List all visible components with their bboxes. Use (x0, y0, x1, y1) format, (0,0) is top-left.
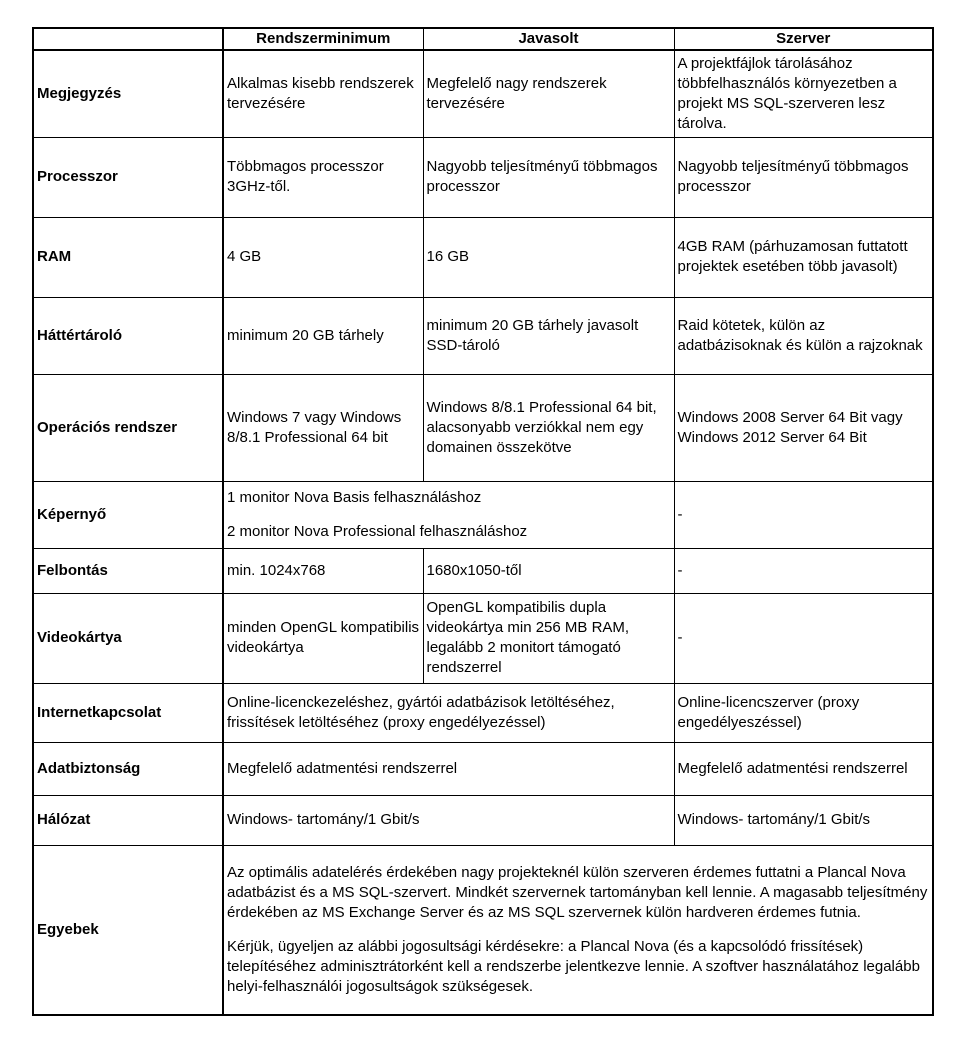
header-recommended: Javasolt (423, 28, 674, 50)
row-kepernyo (33, 481, 933, 548)
cell-recommended: 1680x1050-től (423, 548, 674, 593)
cell-minimum: Alkalmas kisebb rendszerek tervezésére (223, 50, 423, 137)
row-label: Megjegyzés (33, 50, 223, 137)
monitor-basis-line: 1 monitor Nova Basis felhasználáshoz (227, 488, 482, 506)
cell-recommended: Nagyobb teljesítményű többmagos processzor (423, 137, 674, 217)
cell-client-merged: Online-licenckezeléshez, gyártói adatbázisok letöltéséhez, frissítések letöltéséhez (proxy engedélyezéssel) (223, 683, 674, 742)
cell-server: Raid kötetek, külön az adatbázisoknak és külön a rajzoknak (674, 297, 933, 374)
header-server: Szerver (674, 28, 933, 50)
cell-recommended: OpenGL kompatibilis dupla videokártya min 256 MB RAM, legalább 2 monitort támogató rendszerrel (423, 593, 674, 683)
cell-minimum: Többmagos processzor 3GHz-től. (223, 137, 423, 217)
monitor-professional-line: 2 monitor Nova Professional felhasználáshoz (227, 522, 528, 540)
cell-recommended: Windows 8/8.1 Professional 64 bit, alacsonyabb verziókkal nem egy domainen összekötve (423, 374, 674, 481)
cell-client-merged: Windows- tartomány/1 Gbit/s (223, 795, 674, 845)
cell-server: Megfelelő adatmentési rendszerrel (674, 742, 933, 795)
cell-server: Windows- tartomány/1 Gbit/s (674, 795, 933, 845)
row-label: Adatbiztonság (33, 742, 223, 795)
row-internetkapcsolat (33, 683, 933, 742)
row-label: Felbontás (33, 548, 223, 593)
cell-server: Nagyobb teljesítményű többmagos processzor (674, 137, 933, 217)
other-paragraph-2: Kérjük, ügyeljen az alábbi jogosultsági kérdésekre: a Plancal Nova (és a kapcsolódó frissítések) telepítéséhez adminisztrátorként kell a rendszerbe jelentkezve lennie. A szoftver használatához legalább helyi-felhasználói jogosultságok szükségesek. (227, 937, 920, 995)
row-ram (33, 217, 933, 297)
cell-recommended: Megfelelő nagy rendszerek tervezésére (423, 50, 674, 137)
header-minimum: Rendszerminimum (223, 28, 423, 50)
row-label: Egyebek (33, 845, 223, 1015)
row-label: Processzor (33, 137, 223, 217)
row-label: Internetkapcsolat (33, 683, 223, 742)
cell-minimum: minden OpenGL kompatibilis videokártya (223, 593, 423, 683)
row-felbontas (33, 548, 933, 593)
header-corner (33, 28, 223, 50)
cell-minimum: Windows 7 vagy Windows 8/8.1 Professional 64 bit (223, 374, 423, 481)
row-adatbiztonsag (33, 742, 933, 795)
cell-client-merged: Megfelelő adatmentési rendszerrel (223, 742, 674, 795)
row-megjegyzes (33, 50, 933, 137)
cell-other-merged (223, 845, 933, 1015)
other-paragraph-1: Az optimális adatelérés érdekében nagy projekteknél külön szerveren érdemes futtatni a Plancal Nova adatbázist és a MS SQL-szervert. Mindkét szervernek tartományban kell lennie. A magasabb teljesítmény érdekében az MS Exchange Server és az MS SQL szervernek külön hardveren érdemes futnia. (227, 863, 928, 921)
row-label: Háttértároló (33, 297, 223, 374)
row-label: Videokártya (33, 593, 223, 683)
row-label: Hálózat (33, 795, 223, 845)
cell-recommended: minimum 20 GB tárhely javasolt SSD-tároló (423, 297, 674, 374)
row-halozat (33, 795, 933, 845)
header-row (33, 28, 933, 50)
system-requirements-table (32, 27, 934, 1016)
cell-client-merged (223, 481, 674, 548)
row-label: Operációs rendszer (33, 374, 223, 481)
cell-server: A projektfájlok tárolásához többfelhasználós környezetben a projekt MS SQL-szerveren lesz tárolva. (674, 50, 933, 137)
cell-server: - (674, 481, 933, 548)
cell-minimum: min. 1024x768 (223, 548, 423, 593)
cell-minimum: minimum 20 GB tárhely (223, 297, 423, 374)
cell-server: - (674, 548, 933, 593)
row-egyebek (33, 845, 933, 1015)
row-label: RAM (33, 217, 223, 297)
row-hattertarolo (33, 297, 933, 374)
row-videokartya (33, 593, 933, 683)
cell-server: 4GB RAM (párhuzamosan futtatott projektek esetében több javasolt) (674, 217, 933, 297)
cell-server: Windows 2008 Server 64 Bit vagy Windows 2012 Server 64 Bit (674, 374, 933, 481)
cell-recommended: 16 GB (423, 217, 674, 297)
row-processzor (33, 137, 933, 217)
row-operacios-rendszer (33, 374, 933, 481)
cell-server: Online-licencszerver (proxy engedélyeszéssel) (674, 683, 933, 742)
cell-minimum: 4 GB (223, 217, 423, 297)
cell-server: - (674, 593, 933, 683)
row-label: Képernyő (33, 481, 223, 548)
